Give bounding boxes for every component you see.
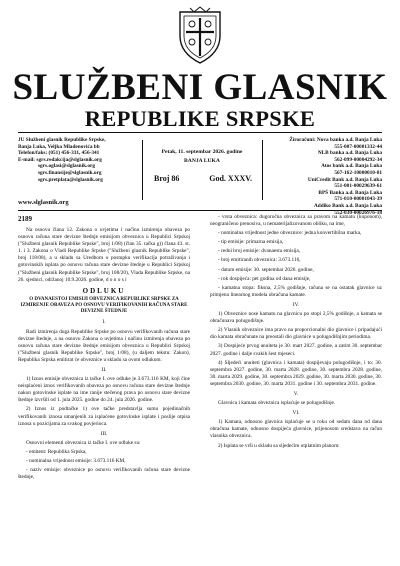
section-text: 1) Iznos emisije obveznica iz tačke I. ove odluke je 3.673.116 KM, koji čine neisplaćeni iznos verifikovanih obaveza po osnovu računa stare devizne štednje nakon gotovinske isplate na ime ranije stečenog prava po osnovu stare devizne štednje izvršili od 1. jula 2025. godine do 24. jula 2026. godine. [18,376,190,404]
act-preamble: Na osnovu člana 12. Zakona o uvjetima i načinu izmirenja obaveza po osnovu računa stare devizne štednje emisijom obveznica u Republici Srpskoj ("Službeni glasnik Republike Srpske", broj 1/08) (član 35. tačka g)) člana 43. st. 1. i 3. Zakona o Vladi Republike Srpske ("Službeni glasnik Republike Srpske", broj 118/08), a u skladu sa Uredbom o postupku verifikacija potraživanja i gotovinskih isplata po osnovu računa stare devizne štednje u Republici Srpskoj ("Službeni glasnik Republike Srpske", broj 108/20), Vlada Republike Srpske, na 26. sjednici, održanoj 10.9.2026. godine, d o n o s i [18,227,190,283]
account-line: Žiroračuni: Nova banka a.d. Banja Luka [289,137,382,143]
section-text: 3) Dospijeće prvog anuiteta je 30. mart 2027. godine, a zatim 30. septembar 2027. godine i dalje svakih šest mjeseci. [210,343,382,357]
section-label: I. [102,319,106,326]
issue-info [148,148,256,184]
list-item: - nominalna vrijednost jedne obveznice: jedna konvertibilna marka, [218,230,362,237]
list-item: - datum emisije: 30. septembar 2026. godine, [218,266,314,273]
list-item: - naziv emisije: obveznice po osnovu verifikovanih računa stare devizne štednje, [18,467,190,481]
section-text: 1) Kamata, odnosno glavnica isplaćuje se u roku od sedam dana od dana obračuna kamate, odnosno dospijeća glavnice, prijenosom sredstava na račun vlasnika obveznica. [210,419,382,440]
account-line: 552-030-00026976-18 [334,209,382,216]
section-text: Glavnica i kamata obveznica isplaćuje se polugodišnje. [218,400,336,407]
account-line: Addiko Bank a.d. Banja Luka [313,202,382,209]
list-item: - broj emitiranih obveznica: 3.673.116, [218,257,301,264]
account-line: NLB banka a.d. Banja Luka [317,150,382,157]
publisher-line: sgrs.finansije@slglasnik.org [38,169,102,176]
publisher-line: E-mail: sgrs.redakcija@slglasnik.org [18,156,102,163]
section-label: IV. [292,301,300,308]
issue-year: God. XXXV. [209,174,252,183]
account-line: BPŠ Banka a.d. Banja Luka [318,189,382,196]
section-text: 1) Obveznice nose kamatu na glavnicu po stopi 2,5% godišnje, a kamata se obračunava polugodišnje. [210,311,382,325]
masthead-divider [18,132,382,133]
section-text: Radi izmirenja duga Republike Srpske po osnovu verifikovanih računa stare devizne štednje, a na osnovu Zakona o uvjetima i načinu izmirenja obaveza po osnovu računa stare devizne štednje emisijom obveznica u Republici Srpskoj ("Službeni glasnik Republike Srpske", broj 1/08), (u daljem tekstu: Zakon), Republika Srpska emitirat će obveznice u skladu sa ovom odlukom. [18,328,190,363]
list-item: - kamatna stopa: fiksna, 2,5% godišnje, računa se na ostatak glavnice uz primjenu linearnog modela obračuna kamate. [210,284,382,298]
section-text: 2) Isplata se vrši u skladu sa sljedećim otplatnim planom: [218,442,340,449]
publisher-info [18,137,138,207]
section-text: 2) Vlasnik obveznice ima pravo na proporcionalni dio glavnice i pripadajući dio kamata obračunate na preostali dio glavnice u polugodišnjim periodima. [210,327,382,341]
publisher-line: JU Službeni glasnik Republike Srpske, [18,137,106,143]
publisher-line: sgrs.pretplata@slglasnik.org [38,176,103,183]
publisher-line: Banja Luka, Veljka Mlađenovića bb [18,143,100,150]
publisher-website: www.slglasnik.org [18,199,69,207]
section-label: III. [100,430,108,437]
header-divider-right [262,140,263,200]
account-line: 562-099-00004292-34 [334,156,382,163]
section-text: Osnovni elementi obveznica iz tačke I. ove odluke su: [26,439,141,446]
account-line: 551-001-00029639-61 [334,183,382,190]
issue-date: Petak, 11. septembar 2026. godine [161,149,243,155]
account-line: 555-007-00001332-44 [334,143,382,150]
header-bottom-divider [18,210,382,211]
header-divider-left [142,140,143,200]
masthead-title: SLUŽBENI GLASNIK [12,67,388,108]
list-item: - tip emisije: primarna emisija, [218,239,284,246]
section-label: V. [293,390,299,397]
list-item: - rok dospijeća: pet godina od dana emisije, [218,275,311,282]
section-text: 2) Iznos iz podtačke 1) ove tačke predstavlja sumu pojedinačnih verifikovanih iznosa umanjenih za isplaćene gotovinske isplate i poslije otpisa iznosa u pozicijama za svakog povjerioca. [18,406,190,427]
left-column [18,214,190,483]
publisher-line: sgrs.oglasi@slglasnik.org [38,163,96,170]
bank-accounts [264,137,382,216]
list-item: - vrsta obveznica: dugoročna obveznica sa pravom na kamatu (kuponom), neograničeno prenosiva, u nematerijalizovanom obliku, na ime, [210,214,382,228]
issue-number: Broj 86 [154,174,180,183]
section-label: II. [101,367,107,374]
account-line: UniCredit Bank a.d. Banja Luka [307,176,382,183]
list-item: - redni broj emisije: dvanaesta emisija, [218,248,301,255]
act-number: 2189 [18,215,32,223]
right-column [210,214,382,452]
issue-city: BANJA LUKA [184,158,220,164]
act-heading: ODLUKU [82,286,126,295]
account-line: 571-010-00001043-39 [334,196,382,203]
act-subheading: O DVANAESTOJ EMISIJI OBVEZNICA REPUBLIKE SRPSKE ZA IZMIRENJE OBAVEZA PO OSNOVU VERIFIKOVANIH RAČUNA STARE DEVIZNE ŠTEDNJE [20,296,188,315]
section-label: VI. [292,410,300,417]
account-line: Atos bank a.d. Banja Luka [321,163,382,170]
list-item: - nominalna vrijednost emisije: 3.673.116 KM, [26,458,126,465]
list-item: - emitent: Republika Srpska, [26,448,87,455]
masthead-subtitle: REPUBLIKE SRPSKE [84,106,316,131]
account-line: 567-162-10000010-81 [334,169,382,176]
coat-of-arms-emblem [174,6,226,66]
publisher-line: Telefon/faks: (051) 456-331, 456-341 [18,150,100,157]
section-text: 4) Sljedeći anuiteti (glavnica i kamata) dospijevaju polugodišnje, i to: 30. septembra 2027. godine, 30. marta 2028. godine, 30. septembra 2028. godine, 30. marta 2029. godine, 30. septembra 2029. godine, 30. marta 2030. godine, 30. septembra 2030. godine, 30. marta 2031. godine i 30. septembra 2031. godine. [210,359,382,387]
